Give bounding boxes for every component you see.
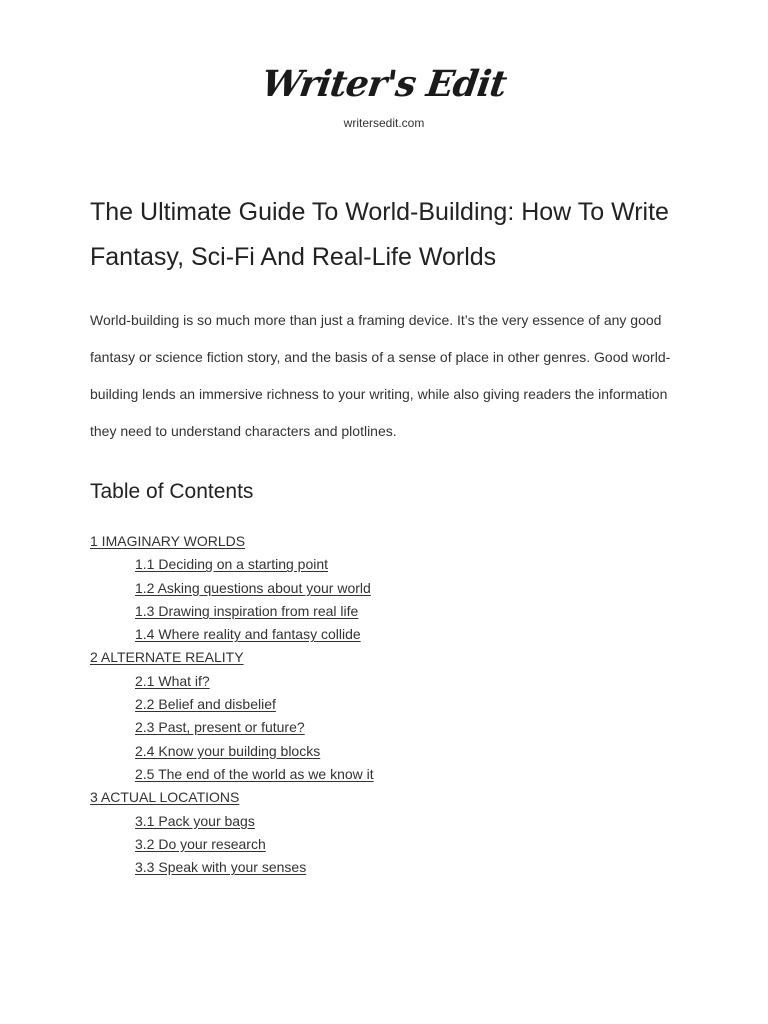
toc-link-2-4[interactable]: 2.4 Know your building blocks bbox=[135, 742, 321, 759]
toc-item-3 bbox=[90, 786, 690, 809]
toc-item-2-4 bbox=[90, 740, 690, 763]
toc-heading: Table of Contents bbox=[90, 480, 254, 503]
logo-container bbox=[0, 62, 768, 106]
toc-link-3[interactable]: 3 ACTUAL LOCATIONS bbox=[90, 789, 240, 806]
toc-link-1-4[interactable]: 1.4 Where reality and fantasy collide bbox=[135, 626, 361, 643]
toc-link-2-3[interactable]: 2.3 Past, present or future? bbox=[135, 719, 305, 736]
toc-link-1-3[interactable]: 1.3 Drawing inspiration from real life bbox=[135, 602, 359, 619]
toc-link-2-5[interactable]: 2.5 The end of the world as we know it bbox=[135, 765, 374, 782]
toc-item-1-4 bbox=[90, 623, 690, 646]
toc-link-2-1[interactable]: 2.1 What if? bbox=[135, 672, 210, 689]
article-intro: World-building is so much more than just a framing device. It’s the very essence of any good fantasy or science fiction story, and the basis of a sense of place in other genres. Good world-building lends an immersive richness to your writing, while also giving readers the information they need to understand characters and plotlines. bbox=[90, 312, 671, 439]
toc-link-3-2[interactable]: 3.2 Do your research bbox=[135, 835, 266, 852]
toc-link-1-1[interactable]: 1.1 Deciding on a starting point bbox=[135, 556, 329, 573]
toc-item-2-1 bbox=[90, 670, 690, 693]
toc-link-3-1[interactable]: 3.1 Pack your bags bbox=[135, 812, 255, 829]
toc-item-2-3 bbox=[90, 716, 690, 739]
article-title: The Ultimate Guide To World-Building: How To Write Fantasy, Sci-Fi And Real-Life Worlds bbox=[90, 198, 669, 271]
site-logo: Writer's Edit bbox=[259, 63, 509, 105]
toc-item-2 bbox=[90, 646, 690, 669]
toc-item-1-1 bbox=[90, 553, 690, 576]
toc-link-3-3[interactable]: 3.3 Speak with your senses bbox=[135, 859, 307, 876]
toc-item-2-5 bbox=[90, 763, 690, 786]
toc-link-2-2[interactable]: 2.2 Belief and disbelief bbox=[135, 696, 276, 713]
toc-link-1[interactable]: 1 IMAGINARY WORLDS bbox=[90, 533, 246, 549]
toc-link-2[interactable]: 2 ALTERNATE REALITY bbox=[90, 649, 244, 666]
toc-item-1-3 bbox=[90, 600, 690, 623]
site-url: writersedit.com bbox=[343, 116, 425, 130]
toc-item-3-2 bbox=[90, 833, 690, 856]
toc-item-1-2 bbox=[90, 577, 690, 600]
table-of-contents bbox=[90, 530, 690, 879]
toc-item-2-2 bbox=[90, 693, 690, 716]
toc-item-1 bbox=[90, 530, 690, 553]
toc-item-3-3 bbox=[90, 856, 690, 879]
toc-link-1-2[interactable]: 1.2 Asking questions about your world bbox=[135, 579, 371, 596]
toc-item-3-1 bbox=[90, 810, 690, 833]
